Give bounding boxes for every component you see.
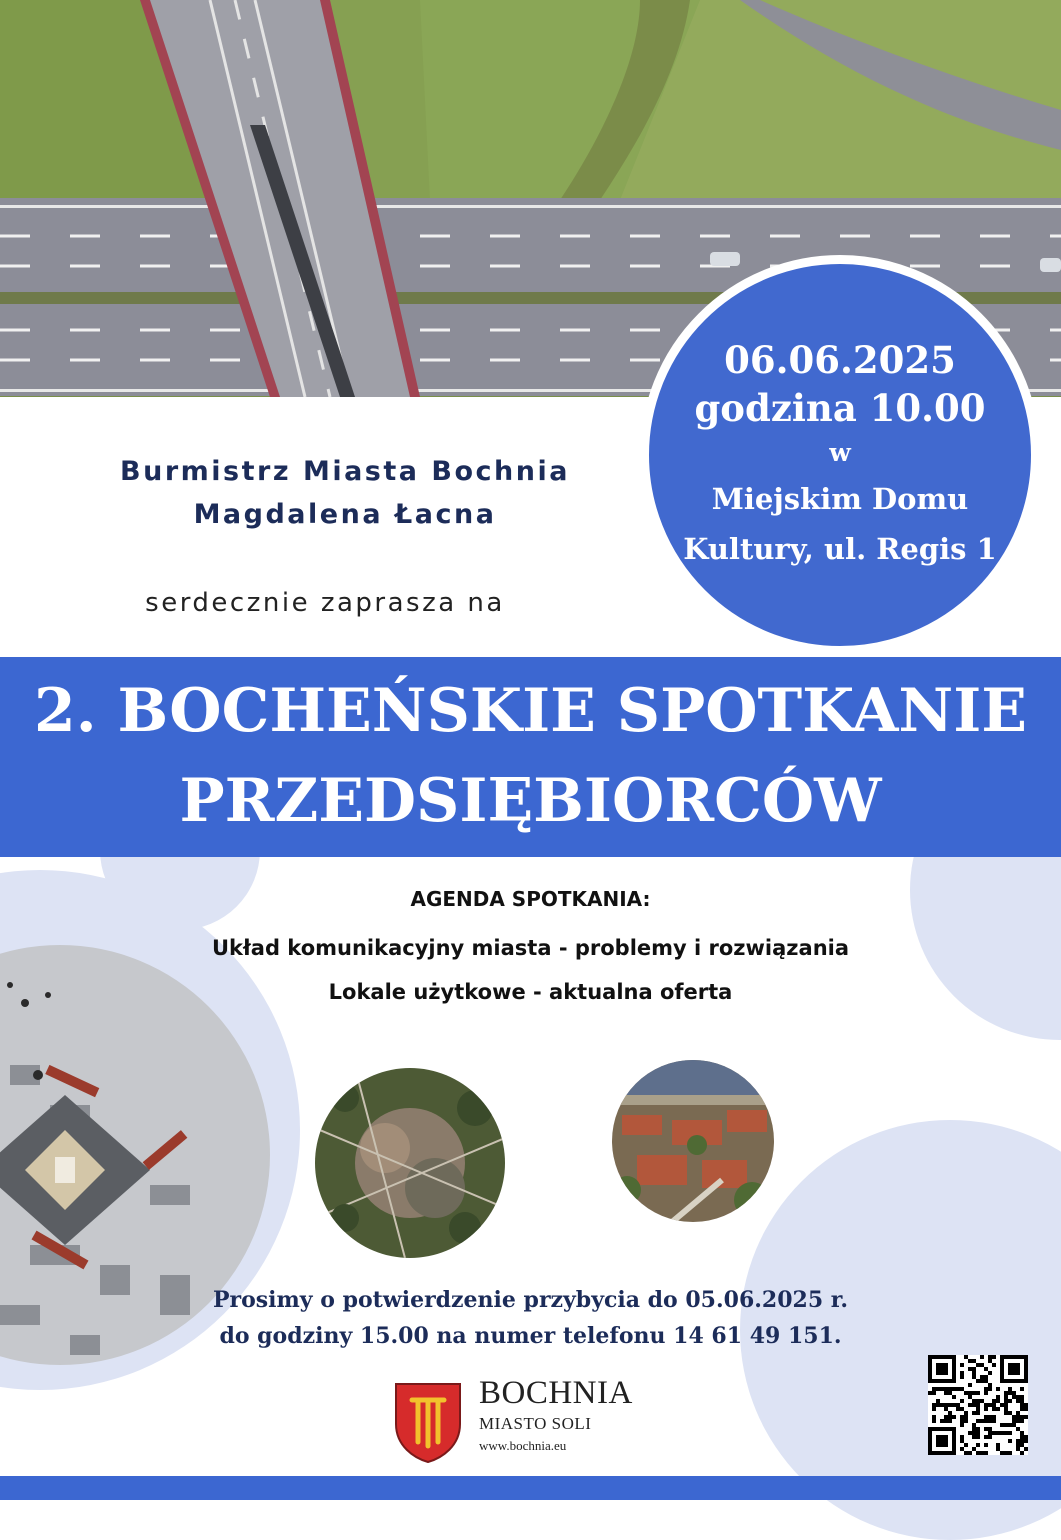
agenda-heading: AGENDA SPOTKANIA: (410, 887, 651, 911)
inviter-name: Magdalena Łacna (193, 499, 497, 530)
event-venue-line2: Kultury, ul. Regis 1 (683, 532, 997, 566)
event-title-line2: PRZEDSIĘBIORCÓW (179, 766, 882, 836)
event-venue-line1: Miejskim Domu (711, 482, 969, 516)
logo-url: www.bochnia.eu (479, 1438, 567, 1453)
logo-city-name: BOCHNIA (479, 1375, 633, 1411)
bochnia-logo-text (479, 1375, 633, 1454)
agenda-item: Lokale użytkowe - aktualna oferta (328, 980, 733, 1004)
invite-text: serdecznie zaprasza na (145, 588, 505, 618)
agenda-item: Układ komunikacyjny miasta - problemy i rozwiązania (211, 936, 850, 960)
city-rooftops-photo (612, 1060, 774, 1222)
bochnia-coat-of-arms-icon (392, 1380, 464, 1468)
rsvp-line2: do godziny 15.00 na numer telefonu 14 61 49 151. (219, 1323, 842, 1349)
event-date-circle (640, 255, 1040, 655)
event-title-line1: 2. BOCHEŃSKIE SPOTKANIE (33, 676, 1028, 746)
event-time: godzina 10.00 (694, 386, 986, 430)
city-map-aerial-photo (315, 1068, 505, 1258)
logo-subtitle: MIASTO SOLI (479, 1414, 592, 1433)
event-date: 06.06.2025 (724, 338, 956, 382)
qr-code (928, 1355, 1028, 1455)
bottom-bar (0, 1476, 1061, 1500)
inviter-title: Burmistrz Miasta Bochnia (120, 456, 570, 487)
event-preposition: w (829, 438, 851, 467)
rsvp-line1: Prosimy o potwierdzenie przybycia do 05.06.2025 r. (212, 1287, 849, 1313)
